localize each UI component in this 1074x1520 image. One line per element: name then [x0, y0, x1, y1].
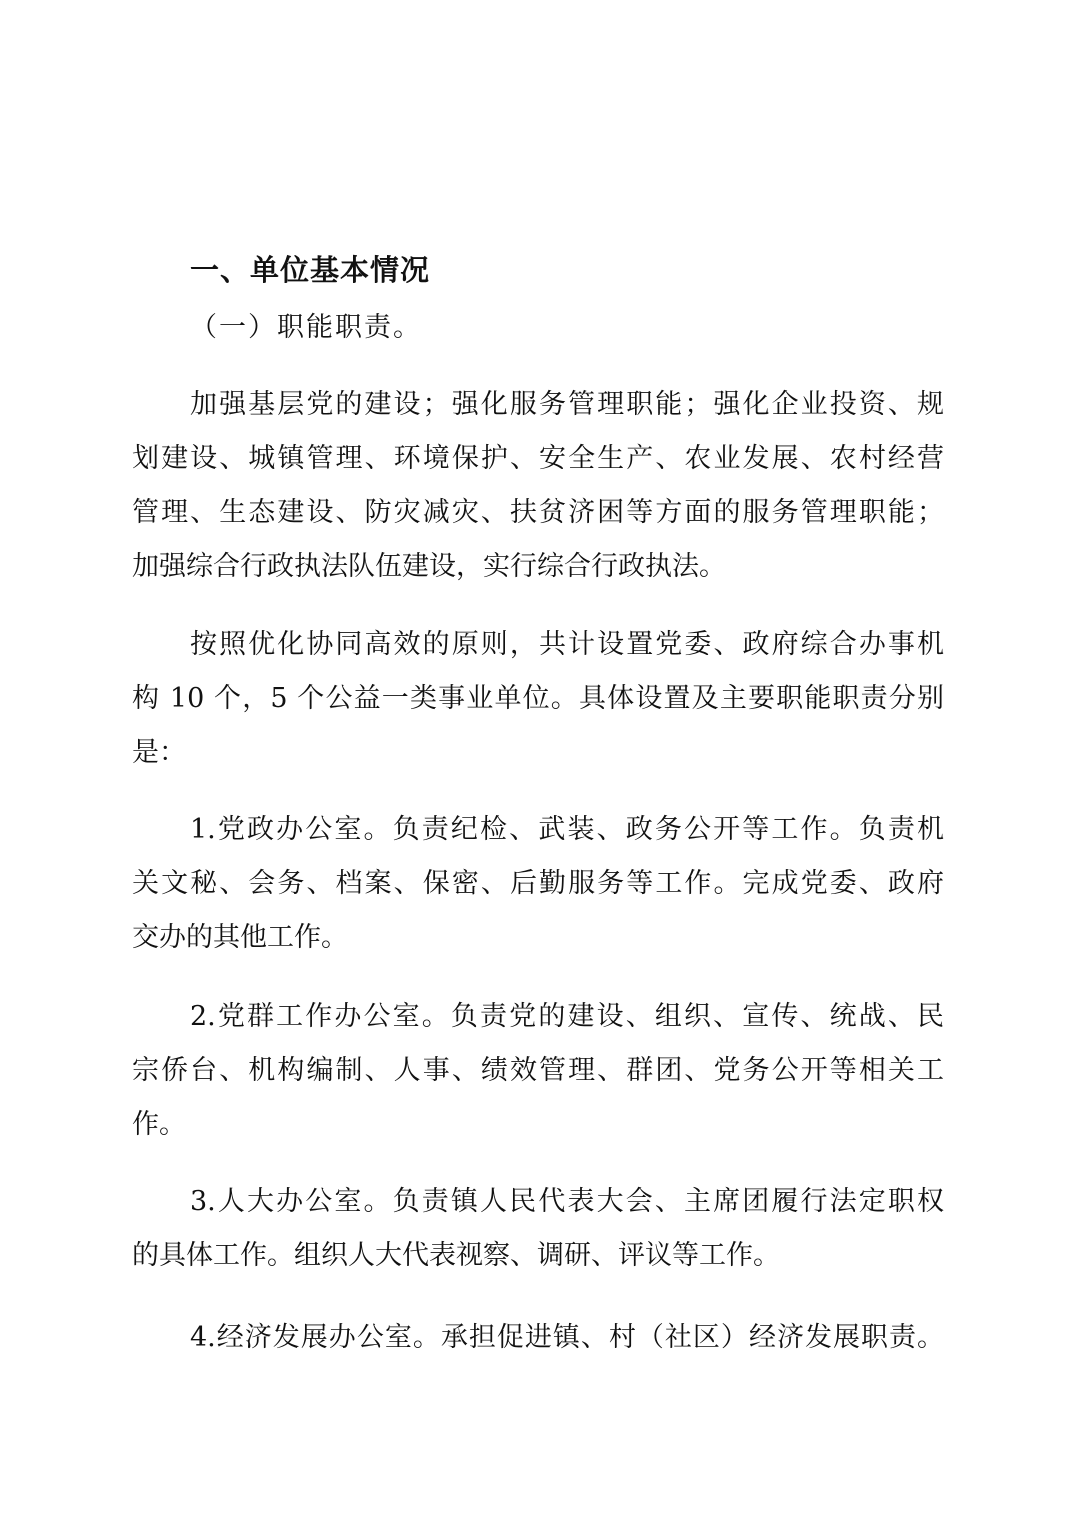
- paragraph-line: 划建设、城镇管理、环境保护、安全生产、农业发展、农村经营: [132, 443, 944, 474]
- paragraph-line: 是：: [132, 737, 186, 768]
- paragraph-duties-overview: [132, 378, 944, 594]
- paragraph-line: 管理、生态建设、防灾减灾、扶贫济困等方面的服务管理职能；: [132, 497, 944, 528]
- paragraph-item-3: [132, 1175, 944, 1283]
- paragraph-line: 宗侨台、机构编制、人事、绩效管理、群团、党务公开等相关工: [132, 1055, 944, 1086]
- paragraph-institution-setup: [132, 618, 944, 780]
- paragraph-item-2: [132, 990, 944, 1152]
- section-heading: 一、单位基本情况: [190, 253, 431, 287]
- paragraph-item-1: [132, 803, 944, 965]
- paragraph-line: 2.党群工作办公室。负责党的建设、组织、宣传、统战、民: [190, 1001, 944, 1032]
- paragraph-item-4: [132, 1311, 944, 1365]
- paragraph-line: 1.党政办公室。负责纪检、武装、政务公开等工作。负责机: [190, 814, 944, 845]
- paragraph-line: 4.经济发展办公室。承担促进镇、村（社区）经济发展职责。: [190, 1322, 944, 1353]
- paragraph-line: 的具体工作。组织人大代表视察、调研、评议等工作。: [132, 1240, 780, 1271]
- paragraph-line: 作。: [132, 1109, 186, 1140]
- paragraph-line: 加强综合行政执法队伍建设，实行综合行政执法。: [132, 551, 726, 582]
- paragraph-line: 加强基层党的建设；强化服务管理职能；强化企业投资、规: [190, 389, 944, 420]
- paragraph-line: 3.人大办公室。负责镇人民代表大会、主席团履行法定职权: [190, 1186, 944, 1217]
- paragraph-line: 按照优化协同高效的原则，共计设置党委、政府综合办事机: [190, 629, 944, 660]
- paragraph-line: 关文秘、会务、档案、保密、后勤服务等工作。完成党委、政府: [132, 868, 944, 899]
- subsection-heading: （一）职能职责。: [190, 312, 422, 343]
- paragraph-line: 交办的其他工作。: [132, 922, 348, 953]
- paragraph-line: 构 10 个，5 个公益一类事业单位。具体设置及主要职能职责分别: [132, 683, 944, 714]
